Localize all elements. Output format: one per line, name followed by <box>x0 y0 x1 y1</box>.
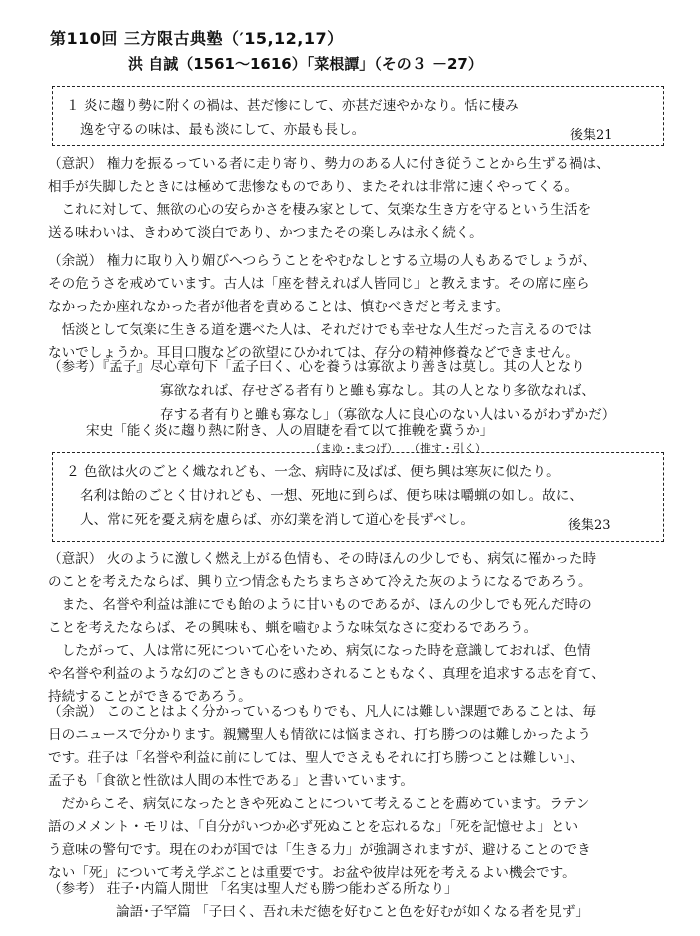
yaku1-line-1: （意訳） 権力を振るっている者に走り寄り、勢力のある人に付き従うことから生ずる禍は、 <box>48 156 610 172</box>
sanko1-line-3: 存する者有りと雖も寡なし」（寡欲な人に良心のない人はいるがわずかだ） <box>160 407 616 423</box>
yosetsu2-line-7: う意味の警句です。現在のわが国では「生きる力」が強調されますが、避けることのでき <box>48 842 591 858</box>
yaku2-line-3: また、名誉や利益は誰にでも飴のように甘いものであるが、ほんの少しでも死んだ時の <box>48 597 592 613</box>
yaku2-line-5: したがって、人は常に死について心をいため、病気になった時を意識しておれば、色情 <box>48 643 591 659</box>
yosetsu2-line-8: ない「死」について考え学ぶことは重要です。お盆や彼岸は死を考えるよい機会です。 <box>48 865 576 881</box>
passage2-line-1: ２ 色欲は火のごとく熾なれども、一念、病時に及ばば、便ち興は寒灰に似たり。 <box>66 464 560 480</box>
yosetsu2-line-1: （余説） このことはよく分かっているつもりでも、凡人には難しい課題であることは、毎 <box>48 704 596 720</box>
passage2-line-3: 人、常に死を憂え病を慮らば、亦幻業を消して道心を長ずべし。 <box>80 512 474 528</box>
sanko1-line-4: 宋史「能く炎に趨り熱に附き、人の眉睫を看て以て推輓を冀うか」 <box>86 423 494 439</box>
yosetsu1-line-5: ないでしょうか。耳目口腹などの欲望にひかれては、存分の精神修養などできません。 <box>48 345 579 361</box>
passage2-line-2: 名利は飴のごとく甘けれども、一想、死地に到らば、便ち味は嚼蝋の如し。故に、 <box>80 488 583 504</box>
yosetsu1-line-1: （余説） 権力に取り入り媚びへつらうことをやむなしとする立場の人もあるでしょうが、 <box>48 253 596 269</box>
yaku2-line-7: 持続することができるであろう。 <box>48 689 252 705</box>
yaku1-line-4: 送る味わいは、きわめて淡白であり、かつまたその楽しみは永く続く。 <box>48 225 483 241</box>
sanko1-gloss: （まゆ・まつげ） （推す・引く） <box>310 442 486 455</box>
yosetsu2-line-3: です。荘子は「名誉や利益に前にしては、聖人でさえもそれに打ち勝つことは難しい」、 <box>48 750 584 766</box>
yaku2-line-6: や名誉や利益のような幻のごときものに惑わされることもなく、真理を追求する志を育て、 <box>48 666 605 682</box>
yosetsu2-line-4: 孟子も「食欲と性欲は人間の本性である」と書いています。 <box>48 773 414 789</box>
yosetsu1-line-3: なかったか座れなかった者が他者を責めることは、慎むべきだと考えます。 <box>48 299 510 315</box>
yosetsu2-line-6: 語のメメント・モリは、「自分がいつか必ず死ぬことを忘れるな」「死を記憶せよ」とい <box>48 819 579 835</box>
passage1-ref: 後集21 <box>570 128 613 143</box>
yaku2-line-2: のことを考えたならば、興り立つ情念もたちまちさめて冷えた灰のようになるであろう。 <box>48 574 592 590</box>
sanko2-line-1: （参考） 荘子･内篇人閒世 「名実は聖人だも勝つ能わざる所なり」 <box>48 881 458 897</box>
yosetsu2-line-2: 日のニュースで分かります。親鸞聖人も情欲には悩まされ、打ち勝つのは難しかったよう <box>48 727 591 743</box>
yosetsu1-line-2: その危うさを戒めています。古人は「座を替えれば人皆同じ」と教えます。その席に座ら <box>48 276 590 292</box>
yaku1-line-2: 相手が失脚したときには極めて悲惨なものであり、またそれは非常に速くやってくる。 <box>48 179 579 195</box>
yaku2-line-4: ことを考えたならば、その興味も、蝋を嚙むような味気なさに変わるであろう。 <box>48 620 538 636</box>
yosetsu2-line-5: だからこそ、病気になったときや死ぬことについて考えることを薦めています。ラテン <box>48 796 590 812</box>
sanko1-line-2: 寡欲なれば、存せざる者有りと雖も寡なし。其の人となり多欲なれば、 <box>160 383 595 399</box>
sanko1-line-1: （参考）『孟子』尽心章句下「孟子曰く、心を養うは寡欲より善きは莫し。其の人となり <box>48 359 585 375</box>
yosetsu1-line-4: 恬淡として気楽に生きる道を選べた人は、それだけでも幸せな人生だった言えるのでは <box>48 322 592 338</box>
yaku1-line-3: これに対して、無欲の心の安らかさを棲み家として、気楽な生き方を守るという生活を <box>48 202 592 218</box>
sanko2-line-2: 論語･子罕篇 「子曰く、吾れ未だ徳を好むこと色を好むが如くなる者を見ず」 <box>116 904 590 920</box>
yaku2-line-1: （意訳） 火のように激しく燃え上がる色情も、その時ほんの少しでも、病気に罹かった時 <box>48 551 597 567</box>
passage1-line-2: 逸を守るの味は、最も淡にして、亦最も長し。 <box>80 122 366 138</box>
page-title: 第110回 三方限古典塾（′15,12,17） <box>50 29 344 48</box>
passage1-line-1: １ 炎に趨り勢に附くの禍は、甚だ惨にして、亦甚だ速やかなり。恬に棲み <box>66 98 519 114</box>
passage2-ref: 後集23 <box>568 518 611 533</box>
page-subtitle: 洪 自誠（1561〜1616）「菜根譚」（その３ －27） <box>128 55 483 73</box>
